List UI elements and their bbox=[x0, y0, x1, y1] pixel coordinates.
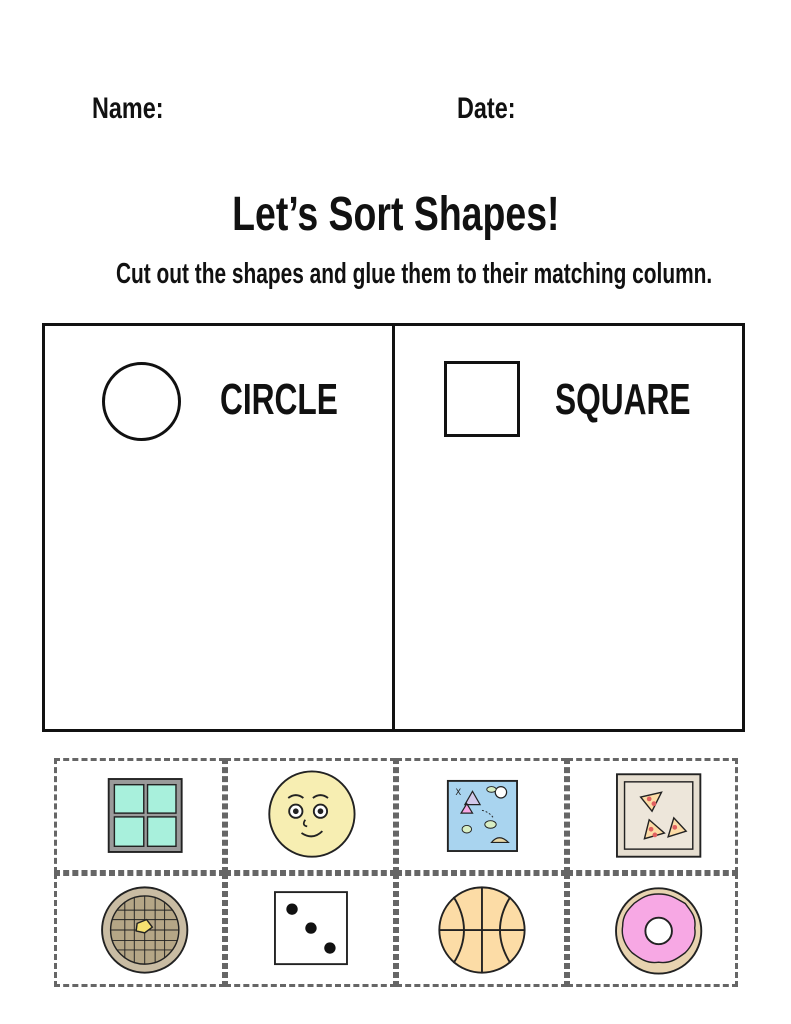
cutout-grid bbox=[54, 758, 738, 987]
page-title bbox=[0, 187, 791, 242]
instructions-text: Cut out the shapes and glue them to their matching column. bbox=[115, 258, 713, 290]
name-label: Name: bbox=[92, 92, 164, 125]
cutout-card[interactable] bbox=[567, 758, 738, 873]
basketball-icon bbox=[399, 876, 564, 985]
square-column-label: SQUARE bbox=[555, 375, 691, 424]
column-divider bbox=[392, 323, 395, 732]
circle-column-label: CIRCLE bbox=[220, 375, 338, 424]
cutout-card[interactable] bbox=[225, 873, 396, 988]
donut-icon bbox=[570, 876, 735, 985]
cutout-card[interactable] bbox=[396, 758, 567, 873]
smiley-face-icon bbox=[228, 761, 393, 870]
window-icon bbox=[57, 761, 222, 870]
pizza-box-icon bbox=[570, 761, 735, 870]
date-label: Date: bbox=[457, 92, 516, 125]
svg-text:X: X bbox=[455, 788, 462, 799]
cutout-card[interactable] bbox=[54, 758, 225, 873]
dice-icon bbox=[228, 876, 393, 985]
instructions bbox=[0, 258, 791, 291]
page-title-text: Let’s Sort Shapes! bbox=[231, 188, 560, 241]
cutout-card[interactable] bbox=[225, 758, 396, 873]
cutout-card[interactable] bbox=[396, 873, 567, 988]
square-icon bbox=[444, 361, 520, 437]
cutout-card[interactable] bbox=[567, 873, 738, 988]
cutout-card[interactable] bbox=[54, 873, 225, 988]
circle-icon bbox=[102, 362, 181, 441]
waffle-icon bbox=[57, 876, 222, 985]
treasure-map-icon bbox=[399, 761, 564, 870]
